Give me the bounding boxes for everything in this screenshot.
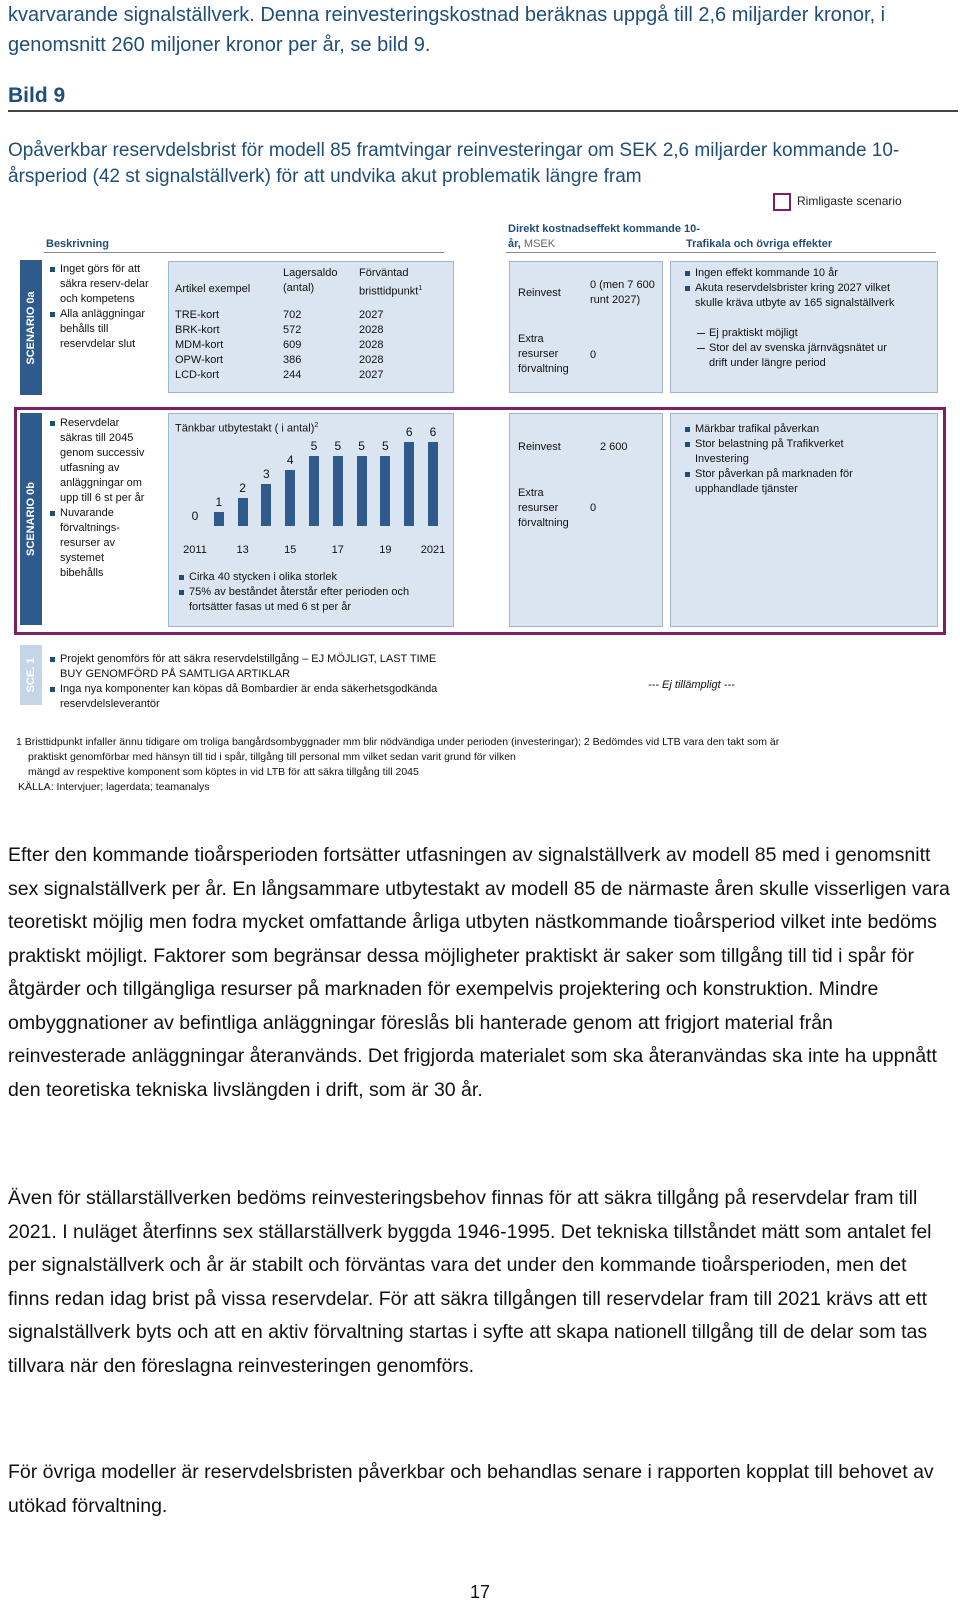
chart-data-label: 5	[358, 439, 365, 453]
cost-reinvest-value: 2 600	[600, 441, 628, 453]
scenario-0b-label: SCENARIO 0b	[20, 413, 42, 625]
scenario-0a-stock-table	[168, 261, 454, 393]
figure-headline: Opåverkbar reservdelsbrist för modell 85 framtvingar reinvesteringar om SEK 2,6 miljarder kommande 10-årsperiod (42 st signalställverk) för att undvika akut problematik längre fram	[8, 140, 900, 187]
scenario-0a-label: SCENARIO 0a	[20, 260, 42, 395]
chart-bar	[404, 442, 414, 526]
chart-bar	[214, 512, 224, 526]
chart-bar	[357, 456, 367, 526]
table-cell: 2028	[359, 354, 384, 366]
figure-source: KÄLLA: Intervjuer; lagerdata; teamanalys	[18, 781, 210, 793]
figure-footnotes	[16, 735, 936, 795]
table-cell: TRE-kort	[175, 309, 219, 321]
th-lager: Lagersaldo	[283, 267, 338, 279]
table-cell: 702	[283, 309, 302, 321]
legend-swatch	[773, 193, 791, 211]
cost-extra-value: 0	[590, 502, 597, 514]
cost-extra-label: Extra resurser förvaltning	[518, 333, 569, 375]
table-cell: 386	[283, 354, 302, 366]
col-header-beskrivning: Beskrivning	[46, 238, 109, 250]
chart-x-tick: 2011	[183, 544, 207, 556]
chart-bar	[380, 456, 390, 526]
bullet-item: Cirka 40 stycken i olika storlek	[189, 570, 447, 585]
table-cell: 2028	[359, 324, 384, 336]
cost-extra-label: Extra resurser förvaltning	[518, 487, 569, 529]
table-cell: OPW-kort	[175, 354, 224, 366]
bullet-item: Stor påverkan på marknaden för upphandlade tjänster	[695, 467, 895, 497]
table-cell: 2028	[359, 339, 384, 351]
col-header-unit: MSEK	[523, 238, 556, 250]
bullet-item: Reservdelar säkras till 2045 genom successiv utfasning av anläggningar om upp till 6 st per år	[60, 416, 148, 506]
legend-label: Rimligaste scenario	[797, 194, 902, 208]
chart-bar	[238, 498, 248, 526]
table-cell: 2027	[359, 369, 384, 381]
bullet-item: Märkbar trafikal påverkan	[695, 422, 895, 437]
footnote-line: mängd av respektive komponent som köptes in vid LTB för att säkra tillgång till 2045	[28, 766, 419, 778]
not-applicable-label: --- Ej tillämpligt ---	[648, 679, 735, 691]
table-cell: MDM-kort	[175, 339, 224, 351]
bullet-item: Akuta reservdelsbrister kring 2027 vilket skulle kräva utbyte av 165 signalställverk	[695, 282, 895, 309]
table-col-lager	[283, 308, 301, 383]
chart-bar	[285, 470, 295, 526]
table-col-brist	[359, 308, 383, 383]
th-brist-2: bristtidpunkt$^1$	[359, 285, 423, 298]
chart-notes	[177, 570, 447, 615]
table-cell: 244	[283, 369, 302, 381]
chart-x-tick: 17	[331, 544, 344, 556]
dash-item: Ej praktiskt möjligt	[709, 326, 889, 341]
th-artikel: Artikel exempel	[175, 283, 251, 295]
scenario-0a-description	[48, 262, 160, 352]
cost-reinvest-label: Reinvest	[518, 287, 561, 299]
th-brist: Förväntad	[359, 267, 409, 279]
chart-data-label: 6	[405, 425, 413, 439]
body-paragraph: För övriga modeller är reservdelsbristen påverkbar och behandlas senare i rapporten kopplat till behovet av utökad förvaltning.	[8, 1461, 934, 1517]
col-header-direkt-2	[508, 238, 555, 250]
bullet-item: Inga nya komponenter kan köpas då Bombardier är enda säkerhetsgodkända reservdelsleverantör	[60, 682, 458, 712]
scenario-0b-description	[48, 416, 148, 581]
bullet-item: Nuvarande förvaltnings-resurser av systemet bibehålls	[60, 506, 148, 581]
col-header-direkt-line2: år,	[508, 238, 521, 250]
footnote-line: 1 Bristtidpunkt infaller ännu tidigare om troliga bangårdsombyggnader mm blir nödvändiga under perioden (investeringar); 2 Bedömdes vid LTB vara den takt som är	[16, 736, 780, 748]
table-col-artikel	[175, 308, 223, 383]
scenario-1-description	[48, 652, 458, 712]
chart-bar	[261, 484, 271, 526]
table-cell: 609	[283, 339, 302, 351]
bullet-item: 75% av beståndet återstår efter perioden och fortsätter fasas ut med 6 st per år	[189, 585, 447, 615]
chart-data-label: 0	[191, 509, 199, 523]
replacement-rate-chart	[168, 413, 454, 627]
chart-x-tick: 19	[379, 544, 392, 556]
figure-title-rule	[8, 110, 958, 112]
col-header-trafikala: Trafikala och övriga effekter	[686, 238, 833, 250]
body-paragraph: Även för ställarställverken bedöms reinvesteringsbehov finnas för att säkra tillgång på reservdelar fram till 2021. I nuläget återfinns sex ställarställverk byggda 1946-1995. Det tekniska tillståndet mätt som antalet fel per signalställverk och år är stabilt och förväntas vara det under den kommande tioårsperioden, men det finns redan idag brist på vissa reservdelar. För att säkra tillgången till reservdelar fram till 2021 krävs att ett signalställverk byts och att en aktiv förvaltning startas i syfte att skapa nationell tillgång till de delar som tas tillvara när den föreslagna reinvesteringen genomförs.	[8, 1187, 932, 1377]
intro-paragraph: kvarvarande signalställverk. Denna reinvesteringskostnad beräknas uppgå till 2,6 miljarder kronor, i genomsnitt 260 miljoner kronor per år, se bild 9.	[8, 4, 886, 56]
col-rule-right	[506, 252, 936, 253]
cost-reinvest-label: Reinvest	[518, 441, 561, 453]
th-brist-sup: 1	[418, 285, 423, 292]
scenario-0b-effects	[670, 413, 938, 627]
chart-data-label: 2	[239, 481, 246, 495]
scenario-0a-cost	[509, 261, 663, 393]
body-paragraph: Efter den kommande tioårsperioden fortsätter utfasningen av signalställverk av modell 85 med i genomsnitt sex signalställverk per år. En långsammare utbytestakt av modell 85 de närmaste åren skulle visserligen vara teoretiskt möjlig men fodra mycket omfattande årliga utbyten nästkommande tioårsperiod vilket inte bedöms praktiskt möjligt. Faktorer som begränsar dessa möjligheter praktiskt är saker som tillgång till tid i spår för åtgärder och tillgängliga resurser på marknaden för exempelvis projektering och konstruktion. Mindre ombyggnationer av befintliga anläggningar föreslås bli hanterade genom att frigjort material från reinvesterade anläggningar återanvänds. Det frigjorda materialet som ska återanvändas ska inte ha uppnått den teoretiska tekniska livslängden i drift, som är 30 år.	[8, 844, 950, 1101]
footnote-line: praktiskt genomförbar med hänsyn till tid i spår, tillgång till personal mm vilket sedan varit grund för vilken	[28, 751, 516, 763]
chart-data-label: 3	[263, 467, 270, 481]
chart-data-label: 5	[310, 439, 318, 453]
chart-data-label: 5	[334, 439, 342, 453]
bullet-item: Inget görs för att säkra reserv-delar och kompetens	[60, 262, 160, 307]
table-cell: 572	[283, 324, 302, 336]
chart-title: Tänkbar utbytestakt ( i antal)$^2$	[175, 422, 319, 435]
col-rule-left	[44, 252, 444, 253]
cost-reinvest-value: 0 (men 7 600 runt 2027)	[590, 279, 655, 306]
bullet-item: Ingen effekt kommande 10 år	[695, 266, 895, 281]
chart-x-tick: 2021	[420, 544, 446, 556]
bullet-item: Projekt genomförs för att säkra reservdelstillgång – EJ MÖJLIGT, LAST TIME BUY GENOMFÖRD PÅ SAMTLIGA ARTIKLAR	[60, 652, 458, 682]
chart-x-tick: 13	[236, 544, 249, 556]
bullet-item: Alla anläggningar behålls till reservdelar slut	[60, 307, 160, 352]
page-number: 17	[469, 1582, 491, 1602]
table-cell: LCD-kort	[175, 369, 220, 381]
table-cell: 2027	[359, 309, 384, 321]
bullet-item: Stor belastning på Trafikverket Investering	[695, 437, 895, 467]
col-header-direkt: Direkt kostnadseffekt kommande 10-	[508, 223, 700, 235]
chart-title-sup: 2	[314, 422, 319, 429]
chart-data-label: 5	[382, 439, 389, 453]
figure-title: Bild 9	[8, 84, 66, 107]
chart-bar	[333, 456, 343, 526]
cost-extra-value: 0	[590, 349, 597, 361]
scenario-0a-effects	[670, 261, 938, 393]
th-lager-unit: (antal)	[283, 282, 315, 294]
chart-bar	[309, 456, 319, 526]
scenario-1-label: SCE. 1	[20, 645, 42, 705]
chart-x-tick: 15	[284, 544, 297, 556]
dash-item: Stor del av svenska järnvägsnätet ur drift under längre period	[709, 341, 889, 371]
chart-bar	[428, 442, 438, 526]
chart-data-label: 4	[286, 453, 294, 467]
chart-data-label: 6	[429, 425, 437, 439]
table-cell: BRK-kort	[175, 324, 220, 336]
scenario-0b-cost	[509, 413, 663, 627]
chart-data-label: 1	[215, 495, 223, 509]
